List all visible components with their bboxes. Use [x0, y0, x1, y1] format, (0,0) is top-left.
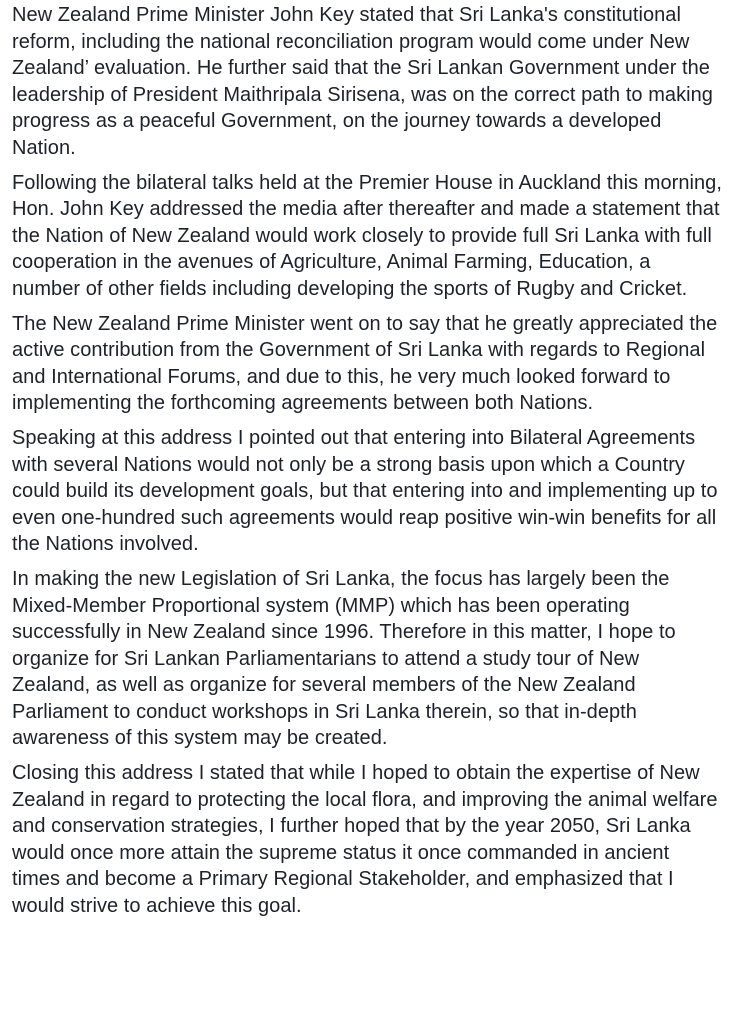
post-paragraph-4: Speaking at this address I pointed out that entering into Bilateral Agreements with several Nations would not only be a strong basis upon which a Country could build its development goals, but that entering into and implementing up to even one-hundred such agreements would reap positive win-win benefits for all the Nations involved.	[12, 427, 718, 555]
post-paragraph-6: Closing this address I stated that while I hoped to obtain the expertise of New Zealand in regard to protecting the local flora, and improving the animal welfare and conservation strategies, I further hoped that by the year 2050, Sri Lanka would once more attain the supreme status it once commanded in ancient times and become a Primary Regional Stakeholder, and emphasized that I would strive to achieve this goal.	[12, 762, 718, 917]
post-paragraph-2: Following the bilateral talks held at the Premier House in Auckland this morning, Hon. John Key addressed the media after thereafter and made a statement that the Nation of New Zealand would work closely to provide full Sri Lanka with full cooperation in the avenues of Agriculture, Animal Farming, Education, a number of other fields including developing the sports of Rugby and Cricket.	[12, 171, 722, 300]
post-paragraph-3: The New Zealand Prime Minister went on to say that he greatly appreciated the active contribution from the Government of Sri Lanka with regards to Regional and International Forums, and due to this, he very much looked forward to implementing the forthcoming agreements between both Nations.	[12, 312, 718, 414]
post-paragraph-5: In making the new Legislation of Sri Lanka, the focus has largely been the Mixed-Member Proportional system (MMP) which has been operating successfully in New Zealand since 1996. Therefore in this matter, I hope to organize for Sri Lankan Parliamentarians to attend a study tour of New Zealand, as well as organize for several members of the New Zealand Parliament to conduct workshops in Sri Lanka therein, so that in-depth awareness of this system may be created.	[12, 568, 676, 749]
post-paragraph-1: New Zealand Prime Minister John Key stated that Sri Lanka's constitutional reform, including the national reconciliation program would come under New Zealand’ evaluation. He further said that the Sri Lankan Government under the leadership of President Maithripala Sirisena, was on the correct path to making progress as a peaceful Government, on the journey towards a developed Nation.	[12, 4, 713, 159]
